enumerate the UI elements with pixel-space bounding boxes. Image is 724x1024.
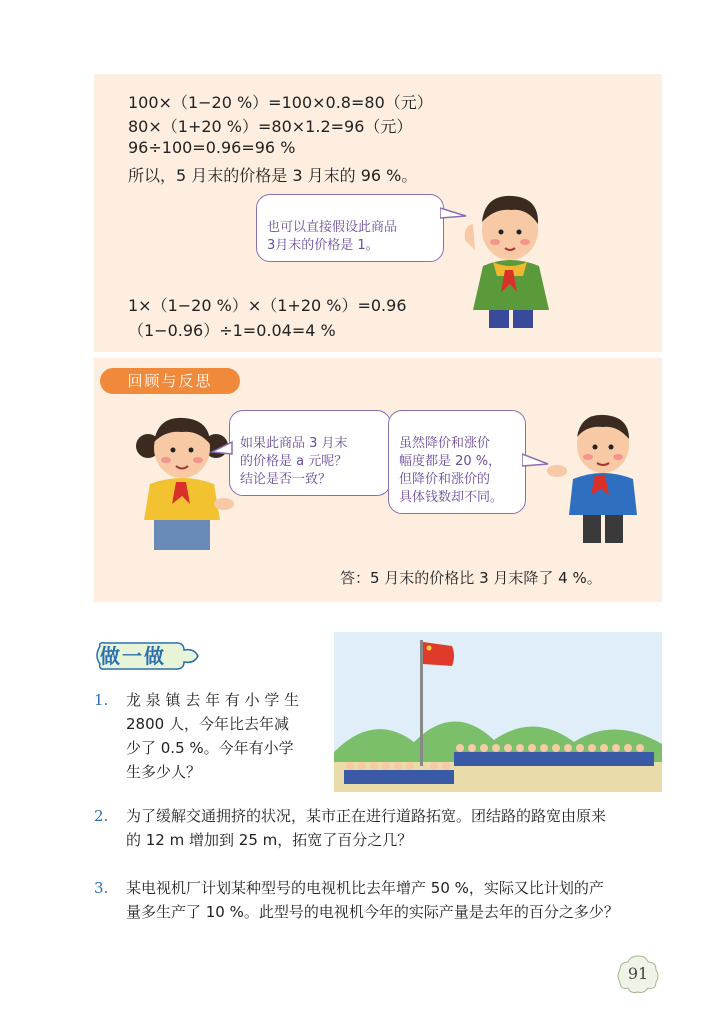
exercise-3-text <box>126 876 666 924</box>
speech-bubble-boy-2 <box>388 410 526 514</box>
answer-text: 答：5 月末的价格比 3 月末降了 4 %。 <box>340 569 602 587</box>
bubble-text: 虽然降价和涨价 幅度都是 20 %， 但降价和涨价的 具体钱数却不同。 <box>399 436 504 505</box>
text-line: 某电视机厂计划某种型号的电视机比去年增产 50 %，实际又比计划的产 <box>126 879 604 897</box>
boy-illustration-1 <box>455 180 565 330</box>
boy-illustration-2 <box>545 405 650 545</box>
text-line: 量多生产了 10 %。此型号的电视机今年的实际产量是去年的百分之多少？ <box>126 903 619 921</box>
calc-line-2: 80×（1+20 %）=80×1.2=96（元） <box>128 117 413 136</box>
page-number-badge <box>616 954 660 994</box>
speech-bubble-girl <box>229 410 391 496</box>
text-line: 少了 0.5 %。今年有小学 <box>126 739 294 757</box>
text-line: 龙 泉 镇 去 年 有 小 学 生 <box>126 691 300 709</box>
exercise-2-number: 2. <box>94 807 109 825</box>
speech-bubble-boy-1 <box>256 194 444 262</box>
exercise-1-number: 1. <box>94 691 109 709</box>
text-line: 为了缓解交通拥挤的状况，某市正在进行道路拓宽。团结路的路宽由原来 <box>126 807 607 825</box>
bubble-tail <box>210 440 234 460</box>
bubble-text: 如果此商品 3 月末 的价格是 a 元呢？ 结论是否一致？ <box>240 436 348 487</box>
calc-line-3: 96÷100=0.96=96 % <box>128 138 296 157</box>
exercise-2-text <box>126 804 666 852</box>
review-badge: 回顾与反思 <box>100 368 240 394</box>
exercise-title: 做一做 <box>100 644 166 668</box>
text-line: 生多少人？ <box>126 763 202 781</box>
text-line: 2800 人，今年比去年减 <box>126 715 289 733</box>
page-number: 91 <box>627 964 649 983</box>
flag-ceremony-illustration <box>334 632 662 792</box>
exercise-title-tag <box>94 640 194 670</box>
bubble-text: 也可以直接假设此商品 3月末的价格是 1。 <box>267 220 398 253</box>
exercise-3-number: 3. <box>94 879 109 897</box>
calc-conclusion: 所以，5 月末的价格是 3 月末的 96 %。 <box>128 166 418 185</box>
text-line: 的 12 m 增加到 25 m，拓宽了百分之几？ <box>126 831 413 849</box>
calc-line-6: （1−0.96）÷1=0.04=4 % <box>128 321 336 340</box>
exercise-1-text <box>126 688 326 784</box>
girl-illustration <box>128 408 238 553</box>
calc-line-5: 1×（1−20 %）×（1+20 %）=0.96 <box>128 296 407 315</box>
calc-line-1: 100×（1−20 %）=100×0.8=80（元） <box>128 93 433 112</box>
